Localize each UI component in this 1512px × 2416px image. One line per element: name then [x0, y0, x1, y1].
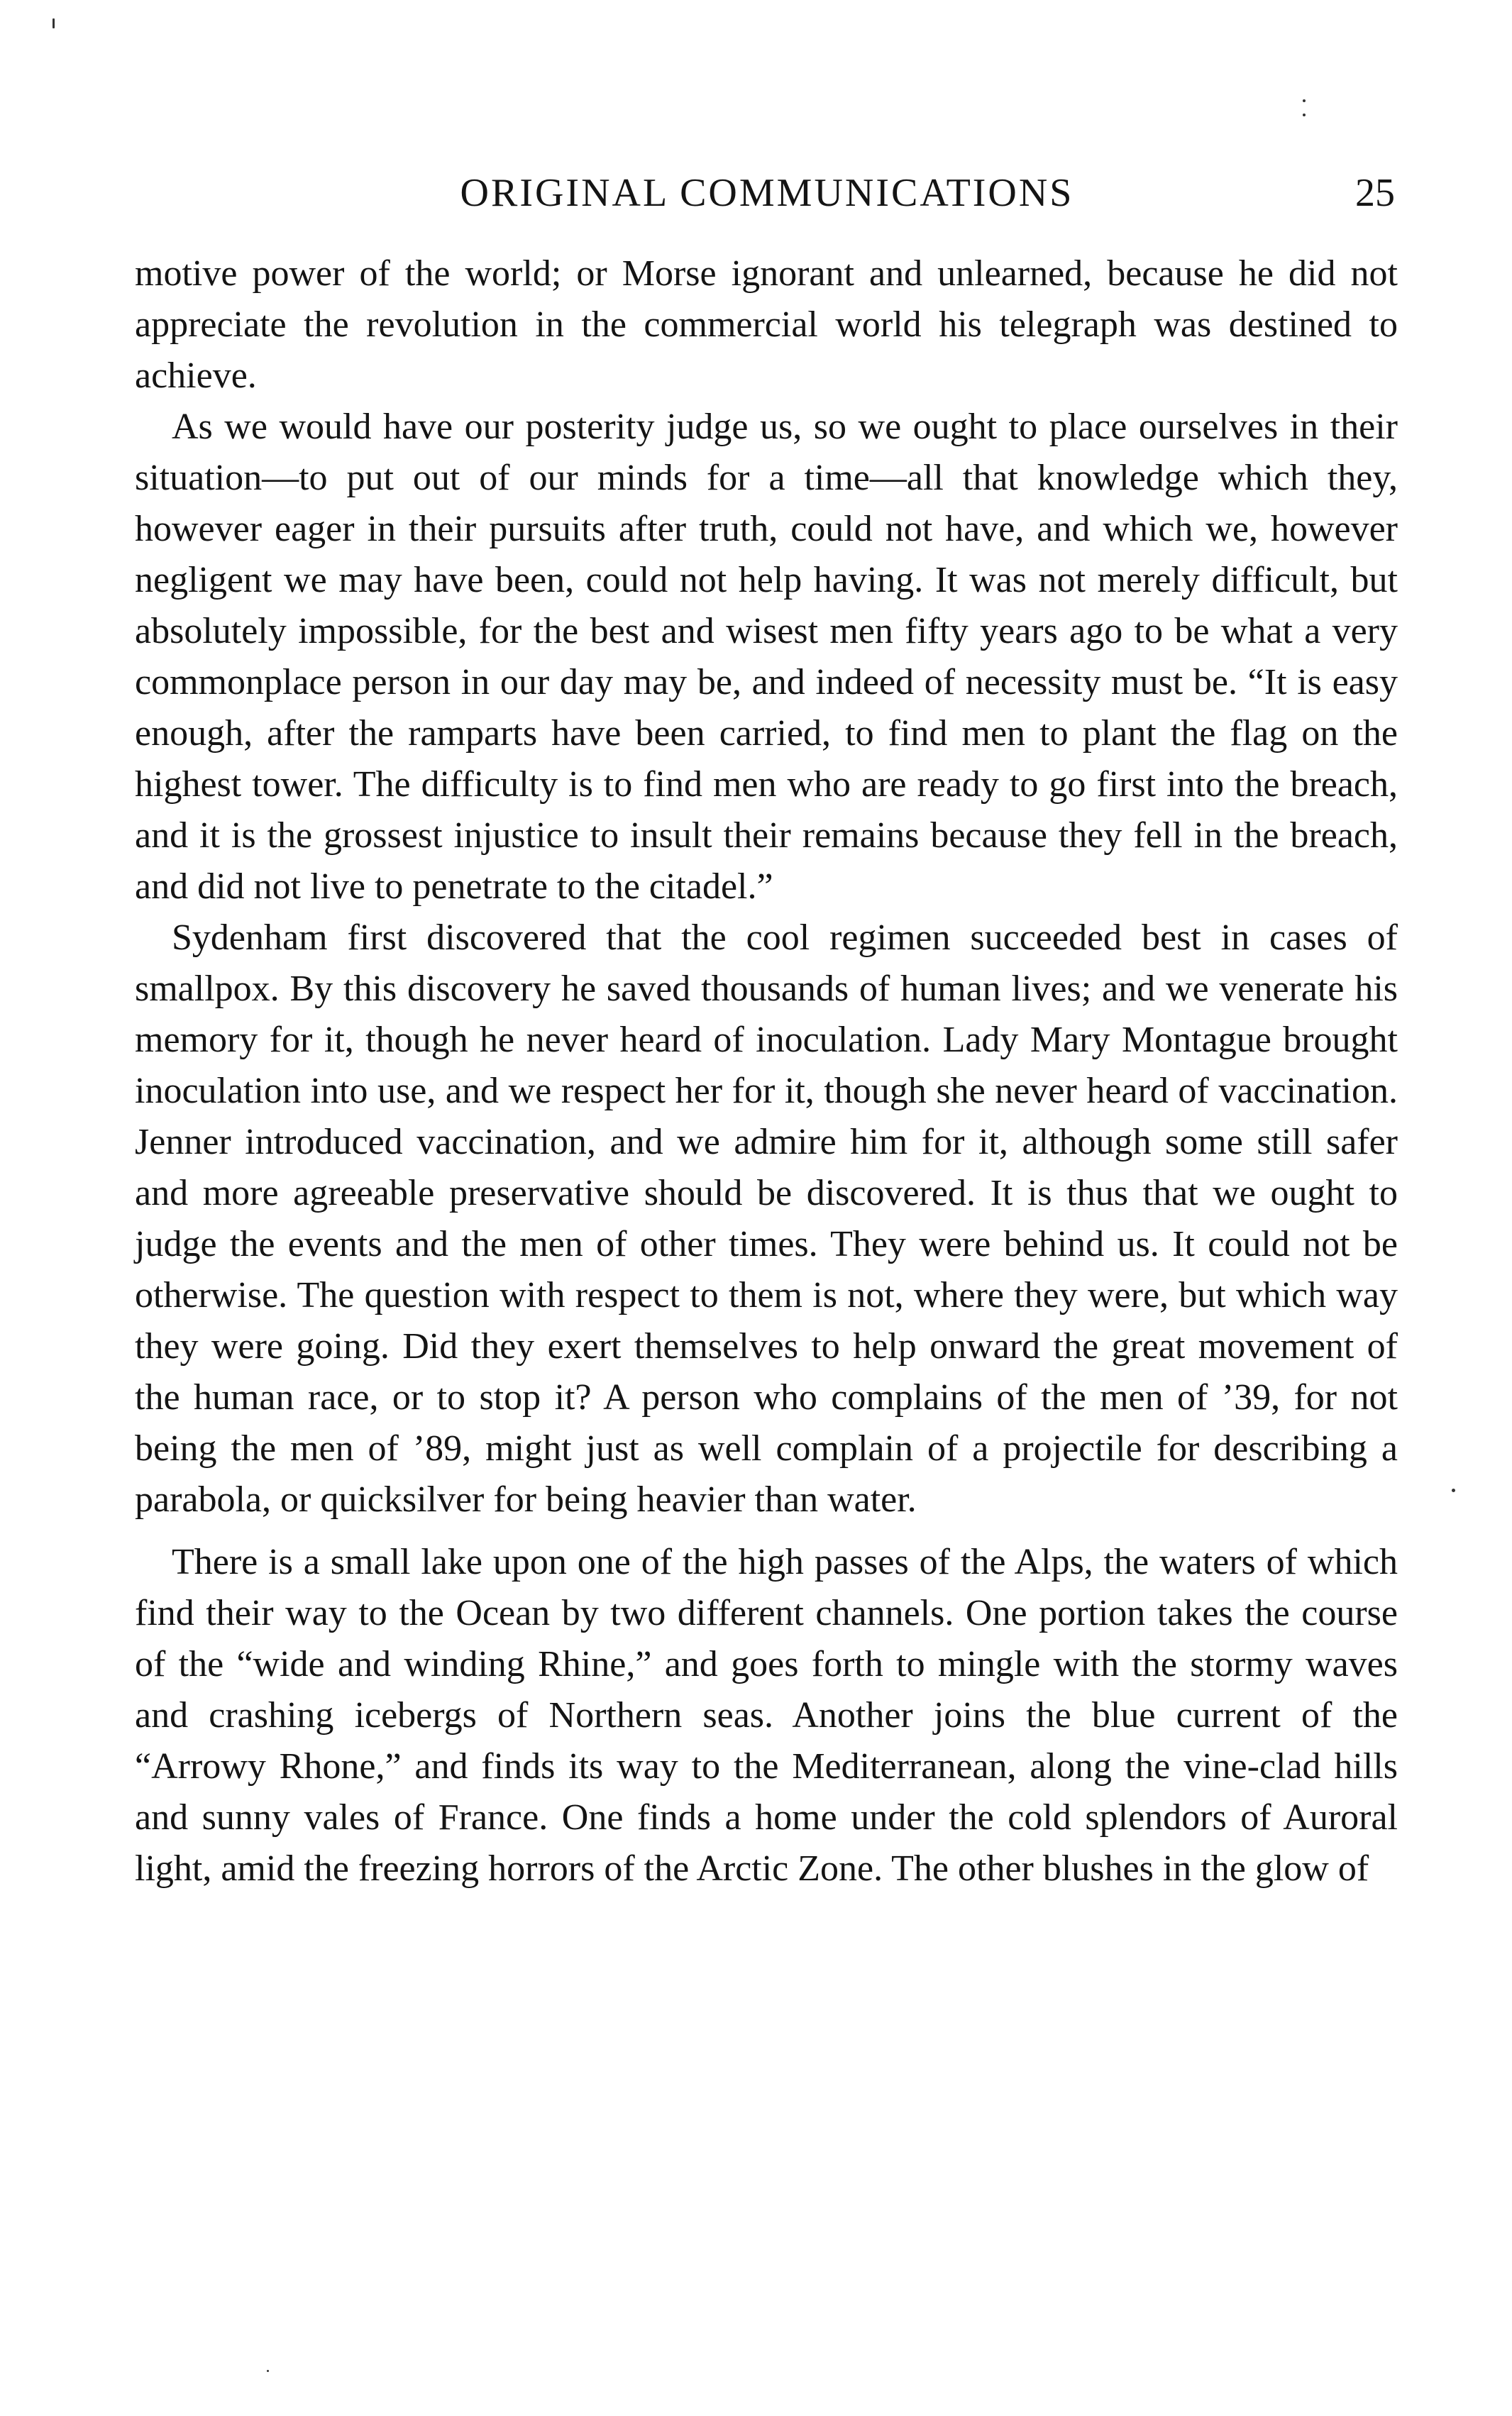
paragraph: There is a small lake upon one of the high passes of the Alps, the waters of which find their way to the Ocean by two different channels. One portion takes the course of the “wide and winding Rhine,” and goes forth to mingle with the stormy waves and crashing icebergs of Northern seas. Another joins the blue current of the “Arrowy Rhone,” and finds its way to the Mediterranean, along the vine-clad hills and sunny vales of France. One finds a home under the cold splendors of Auroral light, amid the freezing horrors of the Arctic Zone. The other blushes in the glow of	[135, 1542, 1398, 1889]
scan-speck	[1452, 1489, 1455, 1492]
body-text	[135, 248, 1398, 1894]
paragraph: motive power of the world; or Morse ignorant and unlearned, because he did not appreciate the revolution in the commercial world his telegraph was destined to achieve.	[135, 253, 1398, 396]
scan-speck	[1303, 114, 1306, 116]
paragraph: As we would have our posterity judge us, so we ought to place ourselves in their situation—to put out of our minds for a time—all that knowledge which they, however eager in their pursuits after truth, could not have, and which we, however negligent we may have been, could not help having. It was not merely difficult, but absolutely impossible, for the best and wisest men fifty years ago to be what a very commonplace person in our day may be, and indeed of necessity must be. “It is easy enough, after the ramparts have been carried, to find men to plant the flag on the highest tower. The difficulty is to find men who are ready to go first into the breach, and it is the grossest injustice to insult their remains because they fell in the breach, and did not live to penetrate to the citadel.”	[135, 407, 1398, 907]
paragraph: Sydenham first discovered that the cool regimen succeeded best in cases of smallpox. By this discovery he saved thousands of human lives; and we venerate his memory for it, though he never heard of inoculation. Lady Mary Montague brought inoculation into use, and we respect her for it, though she never heard of vaccination. Jenner introduced vaccination, and we admire him for it, although some still safer and more agreeable preservative should be discovered. It is thus that we ought to judge the events and the men of other times. They were behind us. It could not be otherwise. The question with respect to them is not, where they were, but which way they were going. Did they exert themselves to help onward the great movement of the human race, or to stop it? A person who complains of the men of ’39, for not being the men of ’89, might just as well complain of a projectile for describing a parabola, or quicksilver for being heavier than water.	[135, 917, 1398, 1520]
running-head: ORIGINAL COMMUNICATIONS	[460, 171, 1074, 215]
scan-speck	[267, 2370, 269, 2372]
scan-speck	[1303, 99, 1306, 102]
page-number: 25	[1355, 171, 1395, 215]
scan-speck	[53, 18, 55, 28]
page-header	[139, 165, 1395, 221]
